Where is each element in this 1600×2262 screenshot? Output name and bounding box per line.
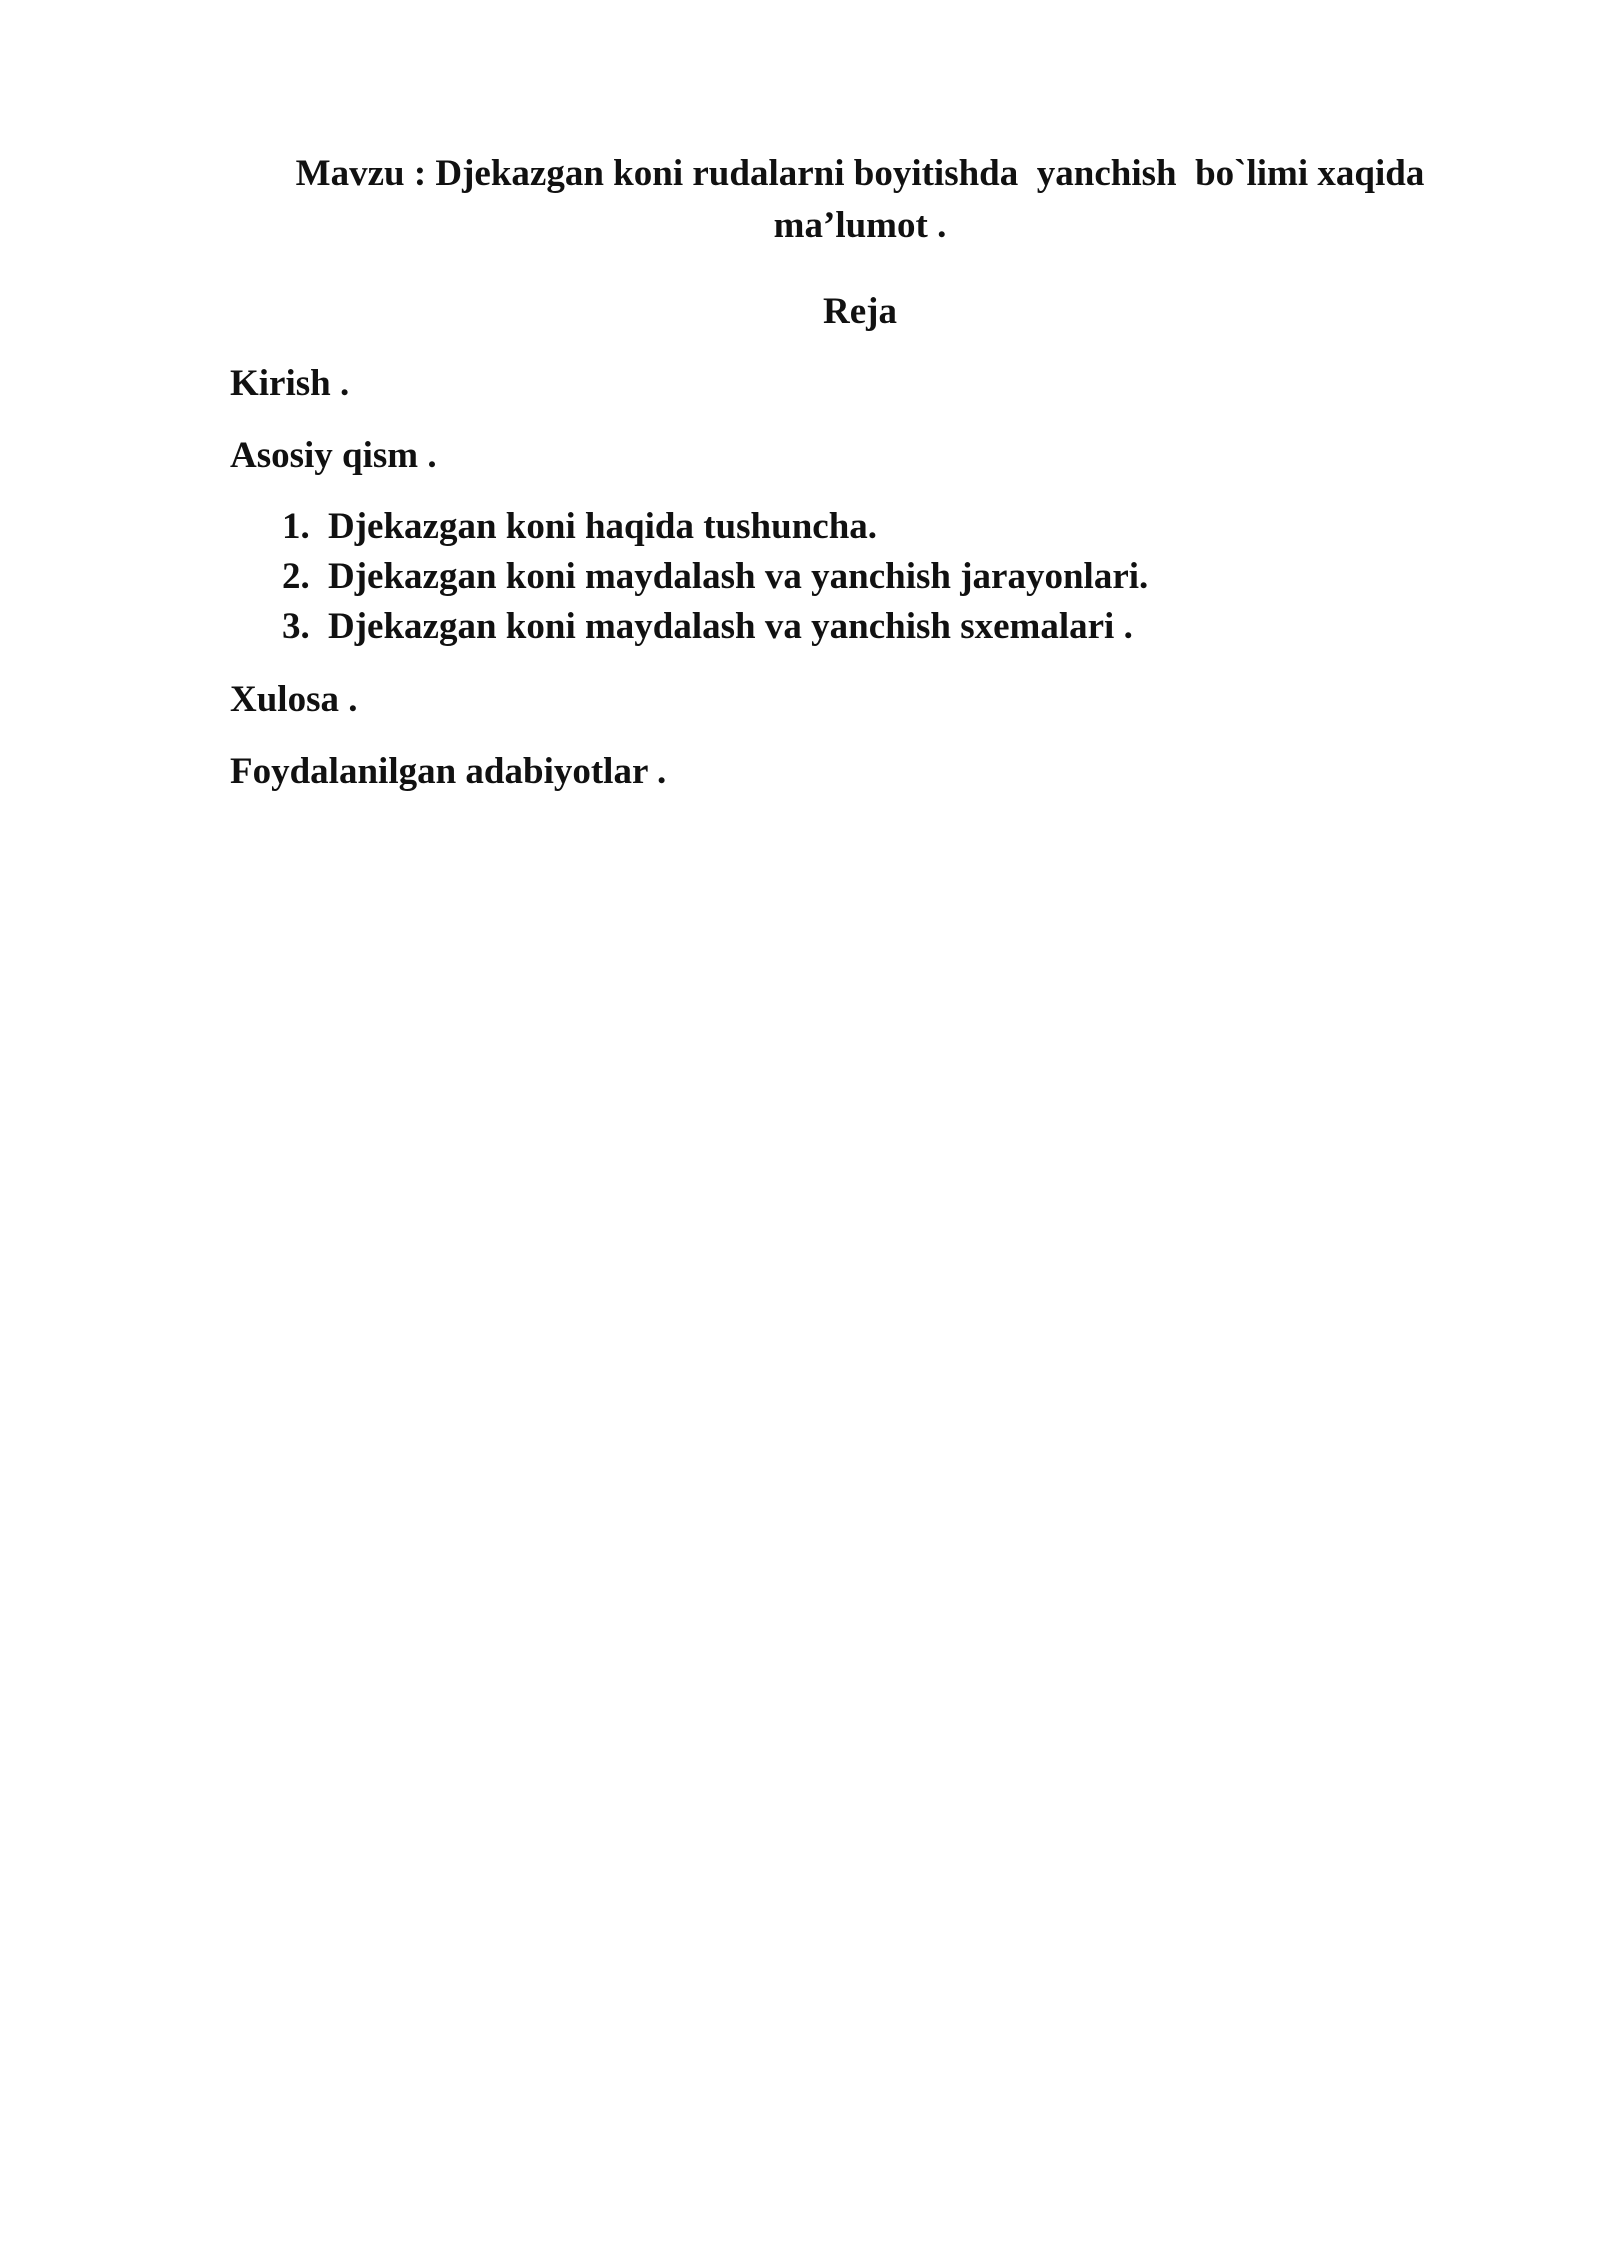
plan-item-text: Djekazgan koni haqida tushuncha. [328, 506, 878, 547]
plan-list [230, 502, 1148, 652]
section-references: Foydalanilgan adabiyotlar . [230, 751, 667, 792]
plan-item-number: 1. [282, 506, 310, 547]
plan-list-item [230, 602, 1148, 652]
plan-item-text: Djekazgan koni maydalash va yanchish jarayonlari. [328, 556, 1149, 597]
section-conclusion: Xulosa . [230, 679, 358, 720]
plan-list-item [230, 552, 1148, 602]
section-intro: Kirish . [230, 363, 350, 404]
plan-item-text: Djekazgan koni maydalash va yanchish sxemalari . [328, 606, 1133, 647]
section-main-part: Asosiy qism . [230, 435, 437, 476]
plan-heading: Reja [823, 291, 897, 332]
plan-item-number: 3. [282, 606, 310, 647]
plan-list-item [230, 502, 1148, 552]
plan-item-number: 2. [282, 556, 310, 597]
document-title: Mavzu : Djekazgan koni rudalarni boyitishda yanchish bo`limi xaqida ma’lumot . [295, 153, 1425, 246]
